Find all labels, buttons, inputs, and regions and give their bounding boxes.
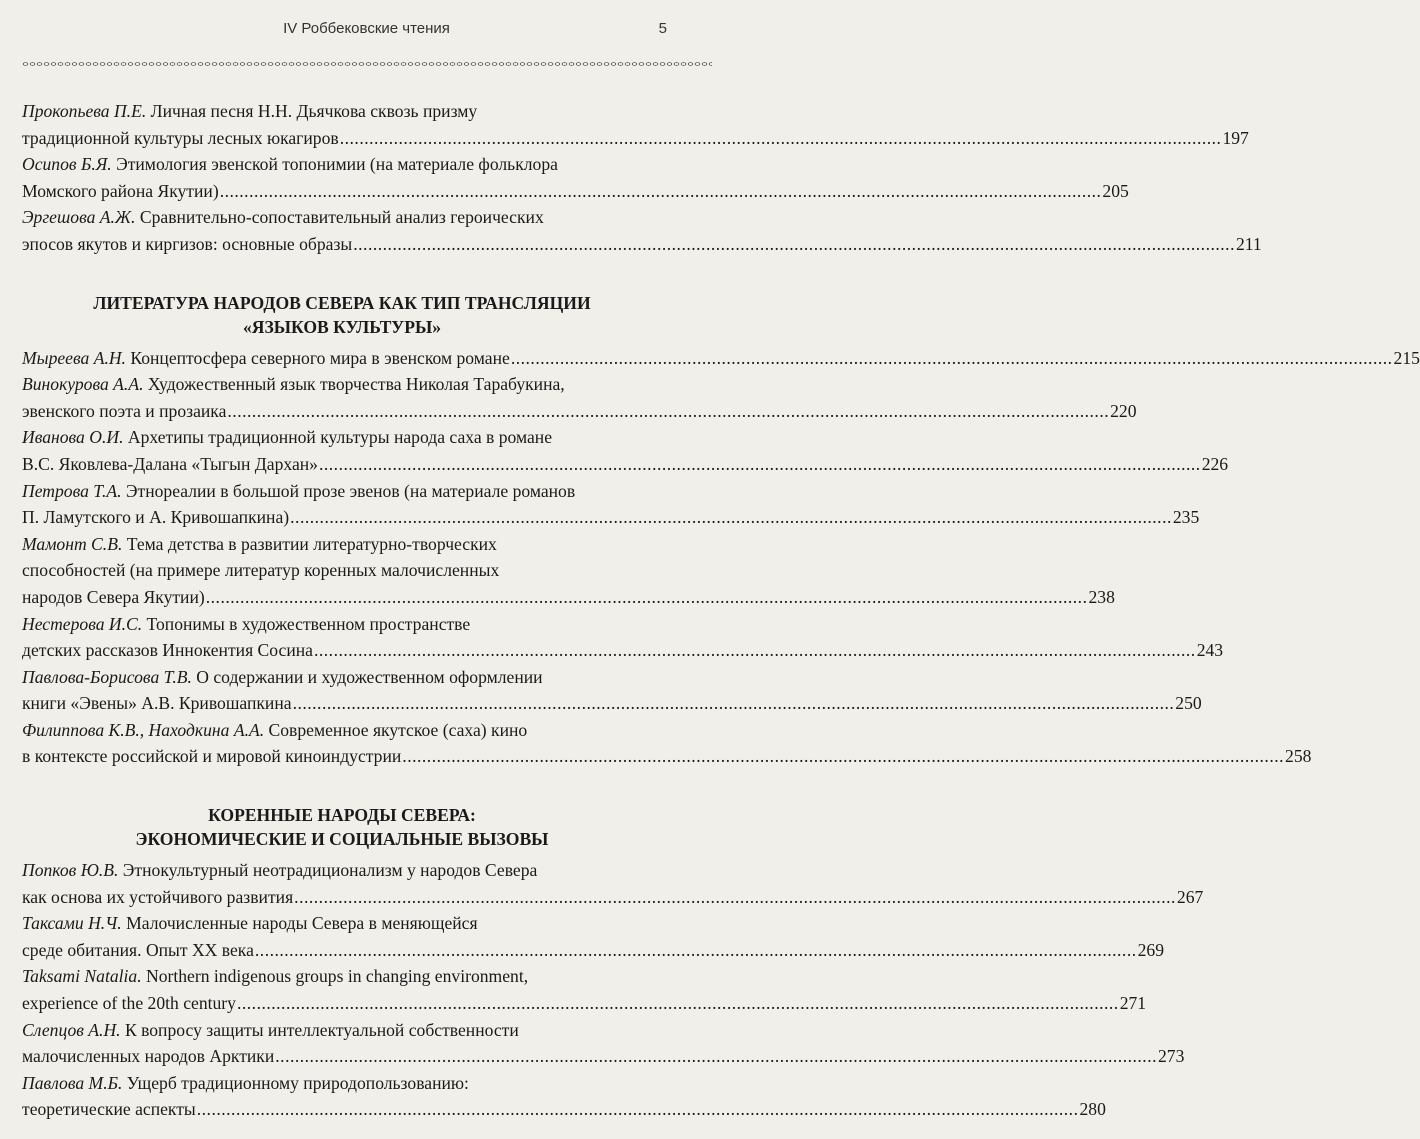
dot-leader <box>227 401 1109 421</box>
running-title: IV Роббековские чтения <box>283 20 450 37</box>
section-heading-line: «ЯЗЫКОВ КУЛЬТУРЫ» <box>242 316 442 337</box>
dot-leader <box>294 887 1176 907</box>
entry-page: 205 <box>1102 180 1129 201</box>
entry-title: Личная песня Н.Н. Дьячкова сквозь призму <box>146 101 478 121</box>
toc-entry <box>22 204 1262 257</box>
entry-page: 211 <box>1235 233 1262 254</box>
page-header <box>0 14 733 44</box>
entry-title: теоретические аспекты <box>22 1099 196 1120</box>
entry-title: Этнореалии в большой прозе эвенов (на материале романов <box>121 480 576 501</box>
dot-leader <box>197 1099 1079 1119</box>
toc-entry <box>22 345 1420 372</box>
entry-page: 273 <box>1157 1046 1185 1067</box>
entry-page: 197 <box>1222 127 1249 148</box>
entry-title: Сравнительно-сопоставительный анализ героических <box>135 207 544 228</box>
entry-author: Нестерова И.С. <box>22 613 143 634</box>
entry-title: В.С. Яковлева-Далана «Тыгын Дархан» <box>22 453 318 474</box>
entry-title: эпосов якутов и киргизов: основные образы <box>22 233 353 254</box>
entry-author: Осипов Б.Я. <box>22 154 112 175</box>
entry-title: в контексте российской и мировой киноиндустрии <box>22 746 402 767</box>
entry-title: Малочисленные народы Севера в меняющейся <box>121 913 478 934</box>
toc-entry <box>22 664 1202 717</box>
dot-leader <box>402 746 1284 766</box>
entry-title: как основа их устойчивого развития <box>22 886 294 907</box>
entry-title: Northern indigenous groups in changing environment, <box>141 966 529 987</box>
entry-title: Этимология эвенской топонимии (на материале фольклора <box>111 154 558 175</box>
header-divider <box>22 60 712 68</box>
entry-author: Павлова-Борисова Т.В. <box>22 666 192 687</box>
toc-entry <box>22 963 1147 1016</box>
dot-leader <box>220 181 1102 201</box>
entry-title: малочисленных народов Арктики <box>22 1046 275 1067</box>
entry-author: Иванова О.И. <box>22 427 124 448</box>
toc-entry <box>22 98 1249 151</box>
entry-title: Современное якутское (саха) кино <box>264 719 528 740</box>
dot-leader <box>293 693 1175 713</box>
entry-title: Ущерб традиционному природопользованию: <box>122 1072 469 1093</box>
entry-title: книги «Эвены» А.В. Кривошапкина <box>22 693 292 714</box>
entry-title: П. Ламутского и А. Кривошапкина) <box>22 507 290 528</box>
entry-author: Эргешова А.Ж. <box>22 207 136 228</box>
entry-title: Тема детства в развитии литературно-творческих <box>122 533 497 554</box>
dot-leader <box>340 128 1222 148</box>
section-heading-line: ЭКОНОМИЧЕСКИЕ И СОЦИАЛЬНЫЕ ВЫЗОВЫ <box>135 829 549 850</box>
toc-entry <box>22 857 1204 910</box>
entry-title: традиционной культуры лесных юкагиров <box>22 127 339 148</box>
entry-author: Слепцов А.Н. <box>22 1019 121 1040</box>
entry-author: Мыреева А.Н. <box>22 347 126 368</box>
entry-author: Филиппова К.В., Находкина А.А. <box>22 719 265 740</box>
entry-title: Художественный язык творчества Николая Тарабукина, <box>143 374 565 395</box>
entry-author: Попков Ю.В. <box>22 860 119 881</box>
table-of-contents <box>22 98 1420 1123</box>
entry-page: 258 <box>1285 746 1312 767</box>
toc-entry <box>22 910 1164 963</box>
dot-leader <box>314 640 1196 660</box>
entry-author: Таксами Н.Ч. <box>22 913 122 934</box>
entry-title: Момского района Якутии) <box>22 180 219 201</box>
dot-leader <box>511 348 1393 368</box>
entry-author: Петрова Т.А. <box>22 480 122 501</box>
entry-author: Прокопьева П.Е. <box>22 101 147 121</box>
section-heading-line: ЛИТЕРАТУРА НАРОДОВ СЕВЕРА КАК ТИП ТРАНСЛЯЦИИ <box>93 292 591 313</box>
dot-leader <box>353 234 1235 254</box>
dot-leader <box>319 454 1201 474</box>
entry-page: 267 <box>1176 886 1204 907</box>
toc-entry <box>22 717 1312 770</box>
entry-title: experience of the 20th century <box>22 993 236 1014</box>
toc-entry <box>22 1017 1185 1070</box>
toc-entry <box>22 371 1137 424</box>
entry-author: Павлова М.Б. <box>22 1072 123 1093</box>
entry-title: Архетипы традиционной культуры народа саха в романе <box>123 427 553 448</box>
entry-page: 243 <box>1196 640 1224 661</box>
entry-title: эвенского поэта и прозаика <box>22 400 227 421</box>
entry-title: способностей (на примере литератур коренных малочисленных <box>22 560 500 581</box>
toc-entry <box>22 424 1229 477</box>
entry-title: детских рассказов Иннокентия Сосина <box>22 640 313 661</box>
entry-title: О содержании и художественном оформлении <box>191 666 543 687</box>
entry-author: Мамонт С.В. <box>22 533 123 554</box>
toc-entry <box>22 611 1224 664</box>
toc-entry <box>22 478 1200 531</box>
dot-leader <box>255 940 1137 960</box>
toc-entry <box>22 151 1129 204</box>
dot-leader <box>275 1046 1157 1066</box>
toc-entry <box>22 1070 1106 1123</box>
section-heading <box>22 803 662 851</box>
section-heading <box>22 291 662 339</box>
entry-page: 235 <box>1172 507 1200 528</box>
entry-title: среде обитания. Опыт XX века <box>22 939 254 960</box>
entry-title: К вопросу защиты интеллектуальной собственности <box>120 1019 519 1040</box>
entry-title: Концептосфера северного мира в эвенском романе <box>125 347 510 368</box>
entry-page: 280 <box>1079 1099 1106 1120</box>
entry-page: 220 <box>1110 400 1137 421</box>
entry-page: 226 <box>1201 453 1229 474</box>
entry-page: 269 <box>1137 939 1164 960</box>
section-heading-line: КОРЕННЫЕ НАРОДЫ СЕВЕРА: <box>208 805 476 826</box>
entry-page: 271 <box>1119 993 1147 1014</box>
page-number: 5 <box>658 20 667 37</box>
entry-author: Taksami Natalia. <box>22 966 142 987</box>
toc-entry <box>22 531 1115 611</box>
dot-leader <box>206 587 1088 607</box>
entry-title: народов Севера Якутии) <box>22 586 205 607</box>
dot-leader <box>237 993 1119 1013</box>
dot-leader <box>290 507 1172 527</box>
entry-author: Винокурова А.А. <box>22 374 144 395</box>
entry-page: 250 <box>1175 693 1202 714</box>
entry-title: Топонимы в художественном пространстве <box>142 613 471 634</box>
entry-page: 215 <box>1393 347 1420 368</box>
entry-page: 238 <box>1088 586 1115 607</box>
entry-title: Этнокультурный неотрадиционализм у народов Севера <box>118 860 538 881</box>
